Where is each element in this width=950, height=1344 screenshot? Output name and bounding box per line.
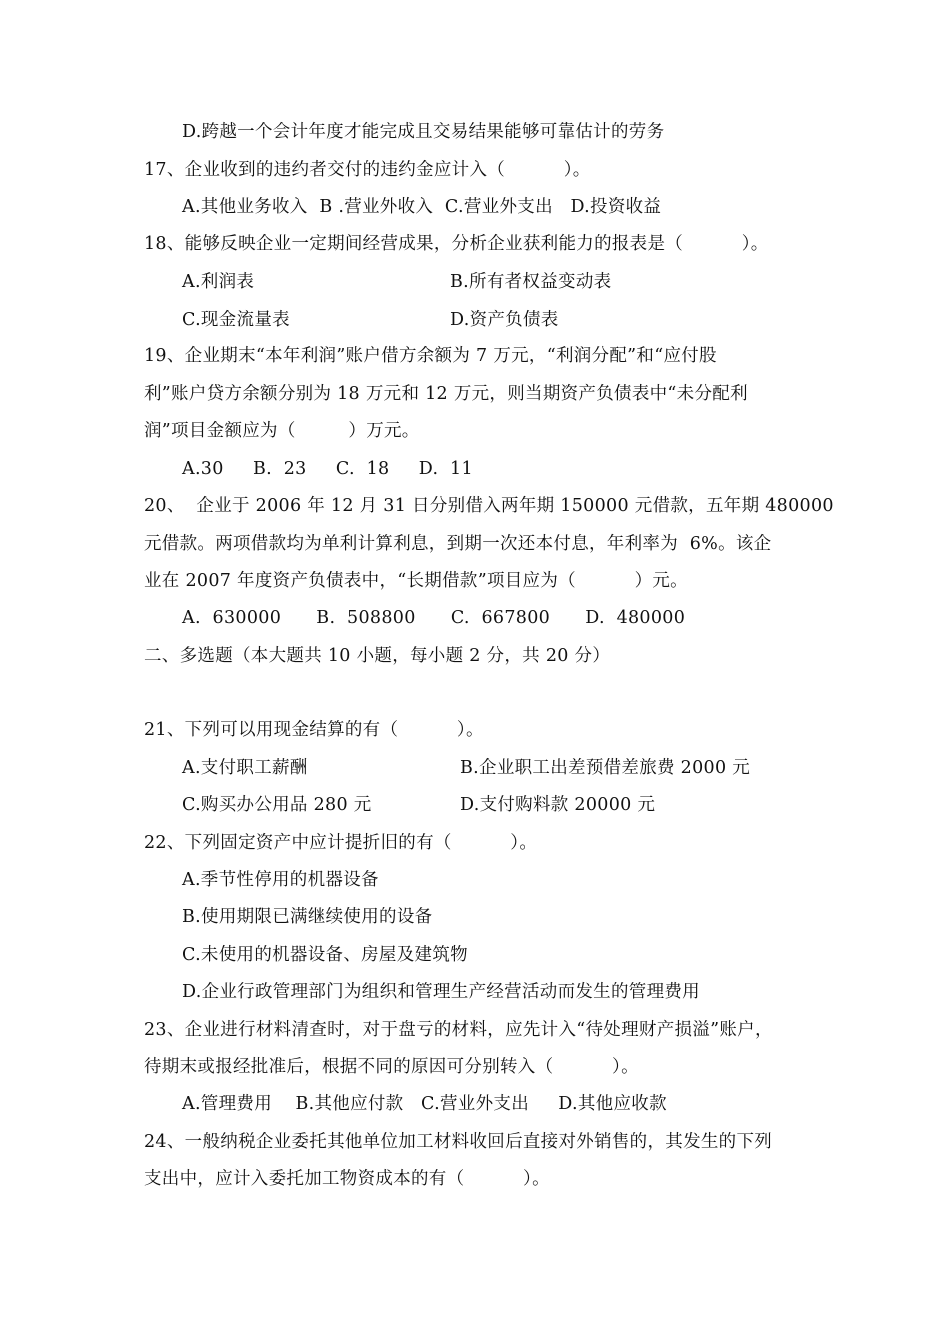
q19-stem-line1: 19、企业期末“本年利润”账户借方余额为 7 万元，“利润分配”和“应付股 — [144, 346, 717, 366]
q19-stem-line2: 利”账户贷方余额分别为 18 万元和 12 万元，则当期资产负债表中“未分配利 — [144, 384, 748, 404]
q18-stem: 18、能够反映企业一定期间经营成果，分析企业获利能力的报表是（ ）。 — [144, 234, 769, 254]
q18-option-d: D.资产负债表 — [450, 310, 559, 330]
q22-option-b: B.使用期限已满继续使用的设备 — [182, 907, 433, 927]
q24-stem-line2: 支出中，应计入委托加工物资成本的有（ ）。 — [144, 1169, 550, 1189]
q23-stem-line2: 待期末或报经批准后，根据不同的原因可分别转入（ ）。 — [144, 1057, 639, 1077]
q20-stem-line1: 20、 企业于 2006 年 12 月 31 日分别借入两年期 150000 元借款，五年期 480000 — [144, 496, 834, 516]
q18-option-b: B.所有者权益变动表 — [450, 272, 612, 292]
q21-stem: 21、下列可以用现金结算的有（ ）。 — [144, 720, 484, 740]
q17-stem: 17、企业收到的违约者交付的违约金应计入（ ）。 — [144, 160, 591, 180]
q22-option-c: C.未使用的机器设备、房屋及建筑物 — [182, 945, 468, 965]
q19-stem-line3: 润”项目金额应为（ ）万元。 — [144, 421, 420, 441]
section-heading-multiple-choice: 二、多选题（本大题共 10 小题，每小题 2 分，共 20 分） — [144, 646, 611, 666]
q21-option-b: B.企业职工出差预借差旅费 2000 元 — [460, 758, 751, 778]
q20-options: A. 630000 B. 508800 C. 667800 D. 480000 — [182, 608, 686, 628]
q24-stem-line1: 24、一般纳税企业委托其他单位加工材料收回后直接对外销售的，其发生的下列 — [144, 1132, 773, 1152]
q21-option-a: A.支付职工薪酬 — [182, 758, 308, 778]
q20-stem-line3: 业在 2007 年度资产负债表中，“长期借款”项目应为（ ）元。 — [144, 571, 688, 591]
q18-option-a: A.利润表 — [182, 272, 255, 292]
q17-options: A.其他业务收入 B .营业外收入 C.营业外支出 D.投资收益 — [182, 197, 662, 217]
q23-options: A.管理费用 B.其他应付款 C.营业外支出 D.其他应收款 — [182, 1094, 667, 1114]
q21-option-d: D.支付购料款 20000 元 — [460, 795, 656, 815]
q22-stem: 22、下列固定资产中应计提折旧的有（ ）。 — [144, 833, 538, 853]
q23-stem-line1: 23、企业进行材料清查时，对于盘亏的材料，应先计入“待处理财产损溢”账户， — [144, 1020, 773, 1040]
q19-options: A.30 B. 23 C. 18 D. 11 — [182, 459, 473, 479]
q21-option-c: C.购买办公用品 280 元 — [182, 795, 372, 815]
q18-option-c: C.现金流量表 — [182, 310, 290, 330]
q22-option-d: D.企业行政管理部门为组织和管理生产经营活动而发生的管理费用 — [182, 982, 700, 1002]
q20-stem-line2: 元借款。两项借款均为单利计算利息，到期一次还本付息，年利率为 6%。该企 — [144, 534, 772, 554]
q22-option-a: A.季节性停用的机器设备 — [182, 870, 379, 890]
q16-option-d: D.跨越一个会计年度才能完成且交易结果能够可靠估计的劳务 — [182, 122, 665, 142]
